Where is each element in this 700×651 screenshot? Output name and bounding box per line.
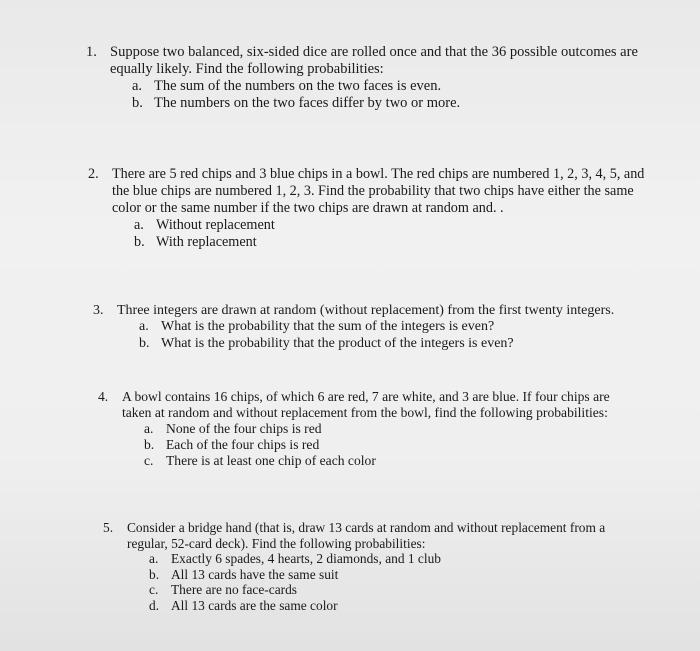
problem-3-stem: [93, 302, 653, 319]
problem-2-parts: [134, 217, 648, 250]
part-text: The sum of the numbers on the two faces is even.: [154, 78, 442, 94]
problem-4: [98, 389, 618, 469]
part-letter: b.: [134, 233, 145, 250]
problem-number: 1.: [86, 44, 97, 60]
problem-5: [103, 520, 623, 613]
problem-text: Suppose two balanced, six-sided dice are rolled once and that the 36 possible outcomes are equally likely. Find the following probabilities:: [110, 44, 638, 77]
part-item: [139, 319, 653, 336]
part-item: [139, 336, 653, 353]
part-letter: c.: [149, 582, 159, 597]
part-item: [134, 217, 648, 234]
part-text: Each of the four chips is red: [166, 437, 320, 452]
problem-text: Three integers are drawn at random (without replacement) from the first twenty integers.: [117, 303, 615, 318]
problem-5-parts: [149, 551, 623, 613]
problem-1-parts: [132, 78, 646, 111]
problem-text: There are 5 red chips and 3 blue chips in a bowl. The red chips are numbered 1, 2, 3, 4, 5, and the blue chips are numbered 1, 2, 3. Find the probability that two chips have either the same color or the same number if the two chips are drawn at random and. .: [112, 166, 645, 216]
problem-2-stem: [88, 166, 648, 217]
part-item: [132, 78, 646, 95]
part-letter: b.: [139, 335, 150, 351]
part-text: All 13 cards have the same suit: [171, 566, 339, 582]
part-letter: b.: [149, 566, 160, 582]
part-item: [149, 551, 623, 567]
part-letter: a.: [144, 421, 154, 436]
part-letter: b.: [132, 94, 143, 111]
problem-1-stem: [86, 44, 646, 78]
part-item: [144, 453, 618, 469]
problem-number: 4.: [98, 389, 109, 404]
part-text: All 13 cards are the same color: [171, 597, 338, 613]
part-text: Exactly 6 spades, 4 hearts, 2 diamonds, and 1 club: [171, 551, 441, 566]
part-letter: a.: [139, 319, 149, 334]
problem-3-parts: [139, 319, 653, 352]
part-item: [149, 582, 623, 598]
part-text: What is the probability that the product of the integers is even?: [161, 335, 514, 351]
part-letter: a.: [132, 78, 143, 94]
part-text: Without replacement: [156, 217, 275, 233]
problem-number: 3.: [93, 303, 104, 318]
part-text: With replacement: [156, 233, 257, 250]
problem-2: [88, 166, 648, 250]
part-item: [144, 421, 618, 437]
part-item: [134, 234, 648, 251]
problem-text: Consider a bridge hand (that is, draw 13 cards at random and without replacement from a regular, 52-card deck). Find the following probabilities:: [127, 520, 606, 551]
problem-4-parts: [144, 421, 618, 469]
part-text: None of the four chips is red: [166, 421, 322, 436]
part-letter: c.: [144, 453, 154, 468]
problem-3: [93, 302, 653, 352]
problem-number: 5.: [103, 520, 114, 535]
part-item: [149, 567, 623, 583]
part-letter: b.: [144, 437, 155, 452]
problem-4-stem: [98, 389, 618, 421]
part-letter: d.: [149, 597, 160, 613]
problem-text: A bowl contains 16 chips, of which 6 are red, 7 are white, and 3 are blue. If four chips are taken at random and without replacement from the bowl, find the following probabilities:: [122, 389, 610, 420]
problem-5-stem: [103, 520, 623, 551]
part-item: [144, 437, 618, 453]
problem-number: 2.: [88, 166, 99, 182]
part-letter: a.: [149, 551, 159, 566]
problem-1: [86, 44, 646, 111]
part-text: There is at least one chip of each color: [166, 453, 376, 468]
part-text: The numbers on the two faces differ by two or more.: [154, 94, 461, 111]
part-letter: a.: [134, 217, 144, 233]
part-item: [132, 95, 646, 112]
part-item: [149, 598, 623, 614]
part-text: What is the probability that the sum of the integers is even?: [161, 319, 495, 334]
part-text: There are no face-cards: [171, 582, 298, 597]
